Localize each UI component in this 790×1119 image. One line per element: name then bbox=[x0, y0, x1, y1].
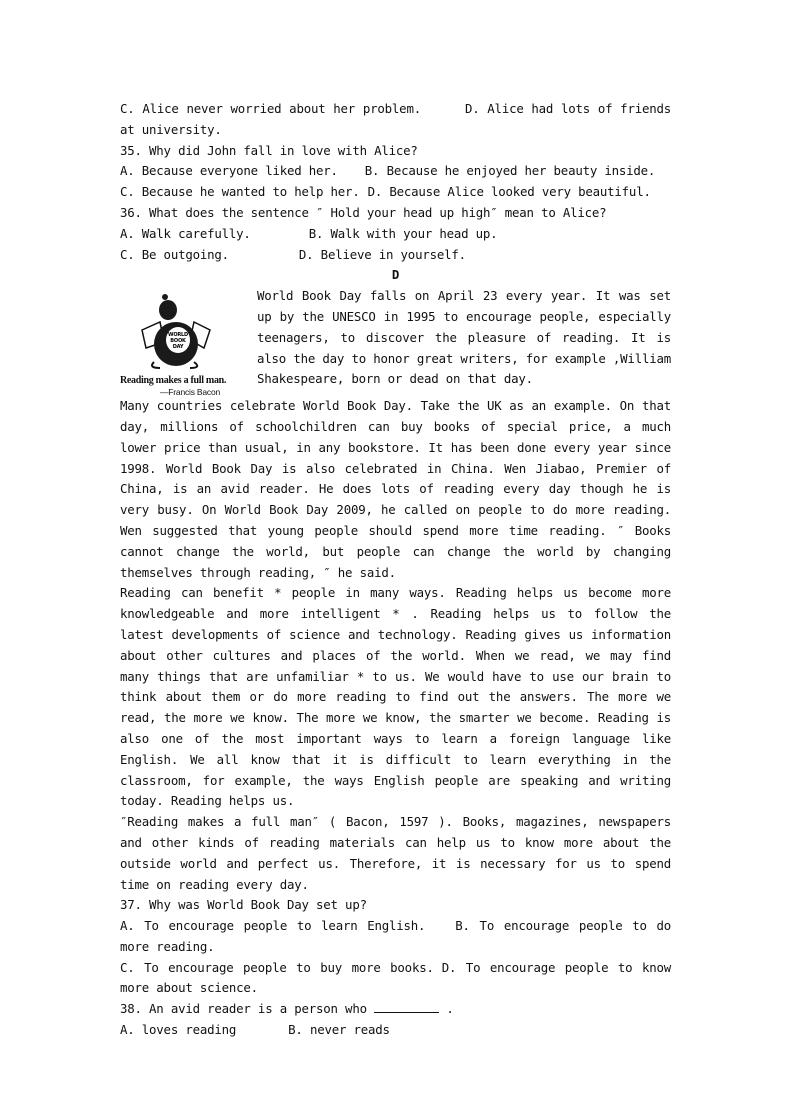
q37-options-cd bbox=[120, 958, 671, 1000]
svg-text:WORLD: WORLD bbox=[168, 332, 188, 339]
q36-stem: 36. What does the sentence ″ Hold your head up high″ mean to Alice? bbox=[120, 204, 607, 220]
answer-blank bbox=[374, 1000, 439, 1013]
q37-option-c: C. To encourage people to buy more books. bbox=[120, 959, 434, 975]
passage-paragraph-2: Many countries celebrate World Book Day. Take the UK as an example. On that day, millions of schoolchildren can buy books of special price, a much lower price than usual, in any bookstore. It has been done every year since 1998. World Book Day is also celebrated in China. Wen Jiabao, Premier of China, is an avid reader. He does lots of reading every day though he is very busy. On World Book Day 2009, he called on people to do more reading. Wen suggested that young people should spend more time reading. ″ Books cannot change the world, but people can change the world by changing themselves through reading, ″ he said. bbox=[120, 398, 671, 580]
q35-options-cd bbox=[120, 182, 671, 203]
q37-option-d: D. To encourage people to know more about science. bbox=[120, 959, 672, 996]
q36-options-ab bbox=[120, 224, 671, 245]
q38-stem-line bbox=[120, 999, 671, 1020]
passage-paragraph-3: Reading can benefit * people in many ways. Reading helps us become more knowledgeable and more intelligent * . Reading helps us to follow the latest developments of science and technology. Reading gives us information about other cultures and places of the world. When we read, we may find many things that are unfamiliar * to us. We would have to use our brain to think about them or do more reading to find out the answers. The more we read, the more we know. The more we know, the smarter we become. Reading is also one of the most important ways to learn a foreign language like English. We all know that it is difficult to learn everything in the classroom, for example, the ways English people are speaking and writing today. Reading helps us. bbox=[120, 585, 671, 809]
q34-options-cd bbox=[120, 99, 671, 141]
q36-option-a: A. Walk carefully. bbox=[120, 225, 251, 241]
q38-options-ab bbox=[120, 1020, 671, 1041]
q35-option-d: D. Because Alice looked very beautiful. bbox=[367, 184, 651, 200]
exam-page bbox=[120, 99, 671, 1041]
passage-figure bbox=[120, 292, 248, 396]
figure-attribution: —Francis Bacon bbox=[160, 387, 221, 398]
q37-option-a: A. To encourage people to learn English. bbox=[120, 918, 426, 934]
svg-text:BOOK: BOOK bbox=[170, 338, 186, 345]
q35-option-c: C. Because he wanted to help her. bbox=[120, 184, 360, 200]
world-book-day-illustration-icon bbox=[138, 292, 218, 372]
q36-option-b: B. Walk with your head up. bbox=[308, 225, 498, 241]
q34-option-c: C. Alice never worried about her problem. bbox=[120, 101, 421, 116]
passage-paragraph-1: World Book Day falls on April 23 every year. It was set up by the UNESCO in 1995 to encourage people, especially teenagers, to discover the pleasure of reading. It is also the day to honor great writers, for example ,William Shakespeare, born or dead on that day. bbox=[257, 288, 671, 387]
q34-option-d: D. Alice had lots of friends at university. bbox=[120, 101, 671, 137]
q37-stem: 37. Why was World Book Day set up? bbox=[120, 897, 367, 913]
q36-options-cd bbox=[120, 245, 671, 266]
q35-stem: 35. Why did John fall in love with Alice? bbox=[120, 142, 418, 158]
svg-text:DAY: DAY bbox=[172, 344, 184, 351]
q36-option-c: C. Be outgoing. bbox=[120, 246, 229, 262]
q35-option-b: B. Because he enjoyed her beauty inside. bbox=[364, 163, 656, 179]
q37-options-ab bbox=[120, 916, 671, 958]
q35-options-ab bbox=[120, 161, 671, 182]
q38-option-b: B. never reads bbox=[288, 1022, 390, 1038]
q37-option-b: B. To encourage people to do more reading. bbox=[120, 918, 671, 954]
passage-heading: D bbox=[391, 267, 400, 283]
q38-stem-end: . bbox=[446, 1001, 454, 1017]
figure-caption: Reading makes a full man. bbox=[120, 375, 227, 387]
q38-stem: 38. An avid reader is a person who bbox=[120, 1001, 367, 1017]
q38-option-a: A. loves reading bbox=[120, 1022, 237, 1038]
passage-paragraph-4: ″Reading makes a full man″ ( Bacon, 1597 ). Books, magazines, newspapers and other kinds of reading materials can help us to know more about the outside world and perfect us. Therefore, it is necessary for us to spend time on reading every day. bbox=[120, 814, 671, 892]
q35-option-a: A. Because everyone liked her. bbox=[120, 163, 338, 179]
q36-option-d: D. Believe in yourself. bbox=[298, 246, 466, 262]
